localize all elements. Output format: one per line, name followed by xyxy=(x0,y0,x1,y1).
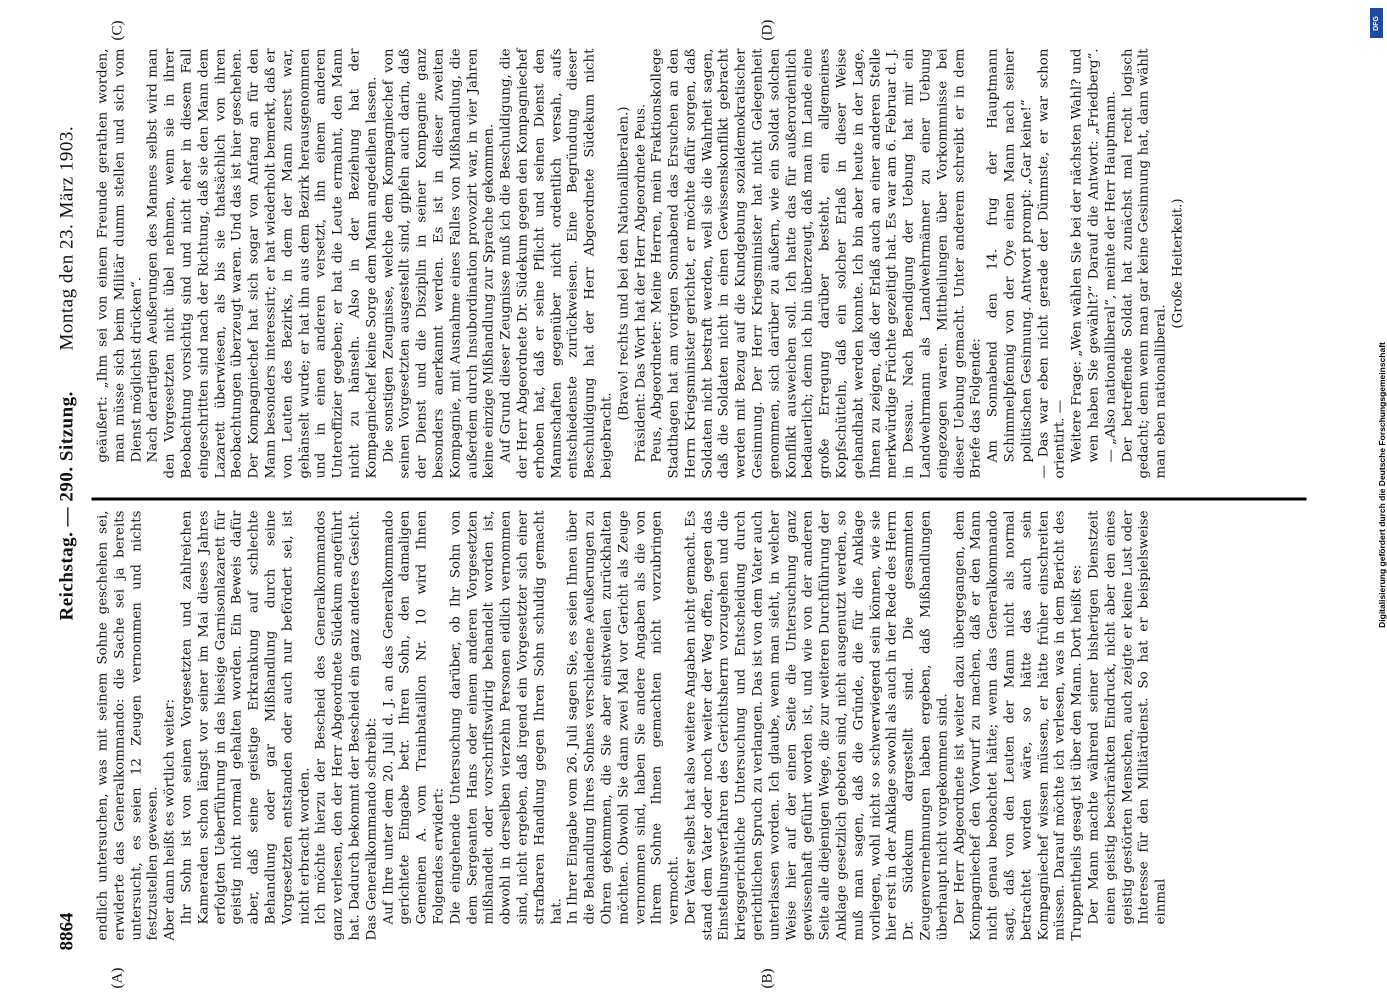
paragraph: endlich untersuchen, was mit seinem Sohne geschehen sei, erwiderte das Generalkommando: die Sache sei ja bereits untersucht, es seien 12 Zeugen vernommen und nichts festzustellen gewesen. xyxy=(95,510,161,941)
left-column xyxy=(96,511,1171,941)
margin-letter-a: (A) xyxy=(109,967,126,989)
quote-paragraph: geäußert: „Ihm sei von einem Freunde gerathen worden, man müsse sich beim Militär dumm stellen und sich vom Dienst möglichst drücken“. xyxy=(95,48,145,463)
applause-note: (Bravo! rechts und bei den Nationalliberalen.) xyxy=(616,106,632,421)
quote-paragraph: Ihr Sohn ist von seinen Vorgesetzten und zahlreichen Kameraden schon längst vor seiner im Mai dieses Jahres erfolgten Ueberführung in das hiesige Garnisonlazarett für geistig nicht normal gehalten worden. Ein Beweis dafür aber, daß seine geistige Erkrankung auf schlechte Behandlung oder gar Mißhandlung durch seine Vorgesetzten entstanden oder auch nur befördert sei, ist nicht erbracht worden. xyxy=(179,510,313,925)
quote-paragraph: Am Sonnabend den 14. frug der Hauptmann Schimmelpfennig von der Oye einen Mann nach seiner politischen Gesinnung. Antwort prompt: „Gar keine!“ xyxy=(985,48,1035,463)
paragraph: Der betreffende Soldat hat zunächst mal recht logisch gedacht; denn wenn man gar keine Gesinnung hat, dann wählt man eben nationalliberal. xyxy=(1120,48,1169,479)
quote-paragraph: Die eingehende Untersuchung darüber, ob Ihr Sohn von dem Sergeanten Hans oder einem anderen Vorgesetzten mißhandelt oder vorschriftswidrig behandelt worden ist, obwohl in derselben vierzehn Personen eidlich vernommen sind, nicht ergeben, daß irgend ein Vorgesetzter sich einer strafbaren Handlung gegen Ihren Sohn schuldig gemacht hat. xyxy=(448,510,565,925)
paragraph: Der Herr Abgeordnete ist weiter dazu übergegangen, dem Kompagniechef den Vorwurf zu machen, daß er den Mann nicht genau beobachtet hätte; wenn das Generalkommando sagt, daß von den Leuten der Mann nicht als normal betrachtet worden wäre, so hätte das auch sein Kompagniechef wissen müssen, er hätte früher einschreiten müssen. Darauf möchte ich verlesen, was in dem Bericht des Truppentheils gesagt ist über den Mann. Dort heißt es: xyxy=(952,510,1085,941)
margin-letter-c: (C) xyxy=(109,20,126,41)
dfg-logo: DFG xyxy=(1370,8,1383,38)
digitization-credit xyxy=(1372,0,1387,1000)
paragraph: Der Vater selbst hat also weitere Angaben nicht gemacht. Es stand dem Vater oder noch weiter der Weg offen, gegen das Einstellungsverfahren des Gerichtsherrn vorzugehen und die kriegsgerichtliche Untersuchung und Entscheidung durch gerichtlichen Spruch zu verlangen. Das ist von dem Vater auch unterlassen worden. Ich glaube, wenn man sieht, in welcher Weise hier auf der einen Seite die Untersuchung ganz gewissenhaft geführt worden ist, und wie von der anderen Seite alle diejenigen Wege, die zur weiteren Durchführung der Anklage gesetzlich geboten sind, nicht ausgenutzt werden, so muß man sagen, daß die Gründe, die für die Anklage vorliegen, wohl nicht so schwerwiegend sein können, wie sie hier erst in der Anklage sowohl als auch in der Rede des Herrn Dr. Südekum dargestellt sind. Die gesammten Zeugenvernehmungen haben ergeben, daß Mißhandlungen überhaupt nicht vorgekommen sind. xyxy=(683,510,951,941)
page-header xyxy=(55,41,85,951)
quote-paragraph: Der Mann machte während seiner bisherigen Dienstzeit einen geistig beschränkten Eindruck, nicht aber den eines geistig gestörten Menschen, auch zeigte er keine Lust oder Interesse für den Militärdienst. So hat er beispielsweise einmal xyxy=(1086,510,1169,925)
quote-paragraph: Auf Ihre unter dem 20. Juli d. J. an das Generalkommando gerichtete Eingabe betr. Ihren Sohn, den damaligen Gemeinen A. vom Trainbataillon Nr. 10 wird Ihnen Folgendes erwidert: xyxy=(381,510,447,925)
laughter-note: (Große Heiterkeit.) xyxy=(1170,198,1186,329)
session-title: Reichstag. — 290. Sitzung. xyxy=(56,391,78,621)
quote-paragraph: Weitere Frage: „Wen wählen Sie bei der nächsten Wahl? und wen haben Sie gewählt?“ Darauf die Antwort: „Friedberg“. — „Also nationalliberal“, meinte der Herr Hauptmann. xyxy=(1069,48,1119,463)
paragraph: Nach derartigen Aeußerungen des Mannes selbst wird man den Vorgesetzten nicht übel nehmen, wenn sie in ihrer Beobachtung vorsichtig sind und nicht eher in diesem Fall eingeschritten sind nach der Richtung, daß sie den Mann dem Lazarett überwiesen, als bis sie thatsächlich von ihren Beobachtungen überzeugt waren. Und das ist hier geschehen. Der Kompagniechef hat sich sogar von Anfang an für den Mann besonders interessirt; er hat wiederholt bemerkt, daß er von Leuten des Bezirks, in dem der Mann zuerst war, gehänselt wurde; er hat ihn aus dem Bezirk herausgenommen und in einen anderen versetzt, ihn einem anderen Unteroffizier gegeben; er hat die Leute ermahnt, den Mann nicht zu hänseln. Also in der Beziehung hat der Kompagniechef keine Sorge dem Mann angedeihen lassen. xyxy=(145,48,380,479)
document-page xyxy=(0,1,1383,1001)
session-date: Montag den 23. März 1903. xyxy=(56,125,78,351)
quote-paragraph: In Ihrer Eingabe vom 26. Juli sagen Sie, es seien Ihnen über die Behandlung Ihres Sohnes verschiedene Aeußerungen zu Ohren gekommen, die Sie aber einstweilen zurückhalten möchten. Obwohl Sie dann zwei Mal vor Gericht als Zeuge vernommen sind, haben Sie andere Angaben als die von Ihrem Sohne Ihnen gemachten nicht vorzubringen vermocht. xyxy=(565,510,682,925)
president-statement: Präsident: Das Wort hat der Herr Abgeordnete Peus. xyxy=(633,103,648,463)
column-divider xyxy=(92,498,1307,501)
page-number: 8864 xyxy=(56,912,78,951)
paragraph: Aber dann heißt es wörtlich weiter: xyxy=(162,699,178,941)
paragraph: Auf Grund dieser Zeugnisse muß ich die Beschuldigung, die der Herr Abgeordnete Dr. Südekum gegen den Kompagniechef erhoben hat, daß er seine Pflicht und seinen Dienst den Mannschaften gegenüber nicht ordentlich versah, aufs entschiedenste zurückweisen. Eine Begründung dieser Beschuldigung hat der Herr Abgeordnete Südekum nicht beigebracht. xyxy=(498,48,615,479)
right-column xyxy=(96,49,1188,479)
margin-letter-b: (B) xyxy=(759,968,776,989)
speaker-paragraph: Peus, Abgeordneter: Meine Herren, mein Fraktionskollege Stadthagen hat am vorigen Sonnabend das Ersuchen an den Herrn Kriegsminister gerichtet, er möchte dafür sorgen, daß Soldaten nicht bestraft werden, weil sie die Wahrheit sagen, daß die Soldaten nicht in einen Gewissenskonflikt gebracht werden mit Bezug auf die Kundgebung sozialdemokratischer Gesinnung. Der Herr Kriegsminister hat nicht Gelegenheit genommen, sich darüber zu äußern, wie ein Soldat solchen Konflikt ausweichen soll. Ich hatte das für außerordentlich bedauerlich; denn ich bin überzeugt, daß man im Lande eine große Erregung darüber besteht, ein allgemeines Kopfschütteln, daß ein solcher Erlaß in dieser Weise gehandhabt werden konnte. Ich bin aber heute in der Lage, Ihnen zu zeigen, daß der Erlaß auch an einer anderen Stelle merkwürdige Früchte gezeitigt hat. Es war am 6. Februar d. J. in Dessau. Nach Beendigung der Uebung hat mir ein Landwehrmann als Landwehrmänner zu einer Uebung eingezogen waren. Mittheilungen über Vorkommnisse bei dieser Uebung gemacht. Unter anderem schreibt er in dem Briefe das Folgende: xyxy=(649,48,984,479)
digitization-credit-text: Digitalisierung gefördert durch die Deutsche Forschungsgemeinschaft xyxy=(1377,342,1387,628)
paragraph: — Das war eben nicht gerade der Dümmste, er war schon orientirt. — xyxy=(1036,48,1068,479)
margin-letter-d: (D) xyxy=(759,19,776,41)
paragraph: Die sonstigen Zeugnisse, welche dem Kompagniechef von seinen Vorgesetzten ausgestellt sind, gipfeln auch darin, daß der Dienst und die Disziplin in seiner Kompagnie ganz besonders anerkannt werden. Es ist in dieser zweiten Kompagnie, mit Ausnahme eines Falles von Mißhandlung, die außerdem durch Insubordination provozirt war, in vier Jahren keine einzige Mißhandlung zur Sprache gekommen. xyxy=(381,48,497,479)
paragraph: Ich möchte hierzu der Bescheid des Generalkommandos ganz verlesen, den der Herr Abgeordnete Südekum angeführt hat. Dadurch bekommt der Bescheid ein ganz anderes Gesicht. Das Generalkommando schreibt: xyxy=(313,510,380,941)
